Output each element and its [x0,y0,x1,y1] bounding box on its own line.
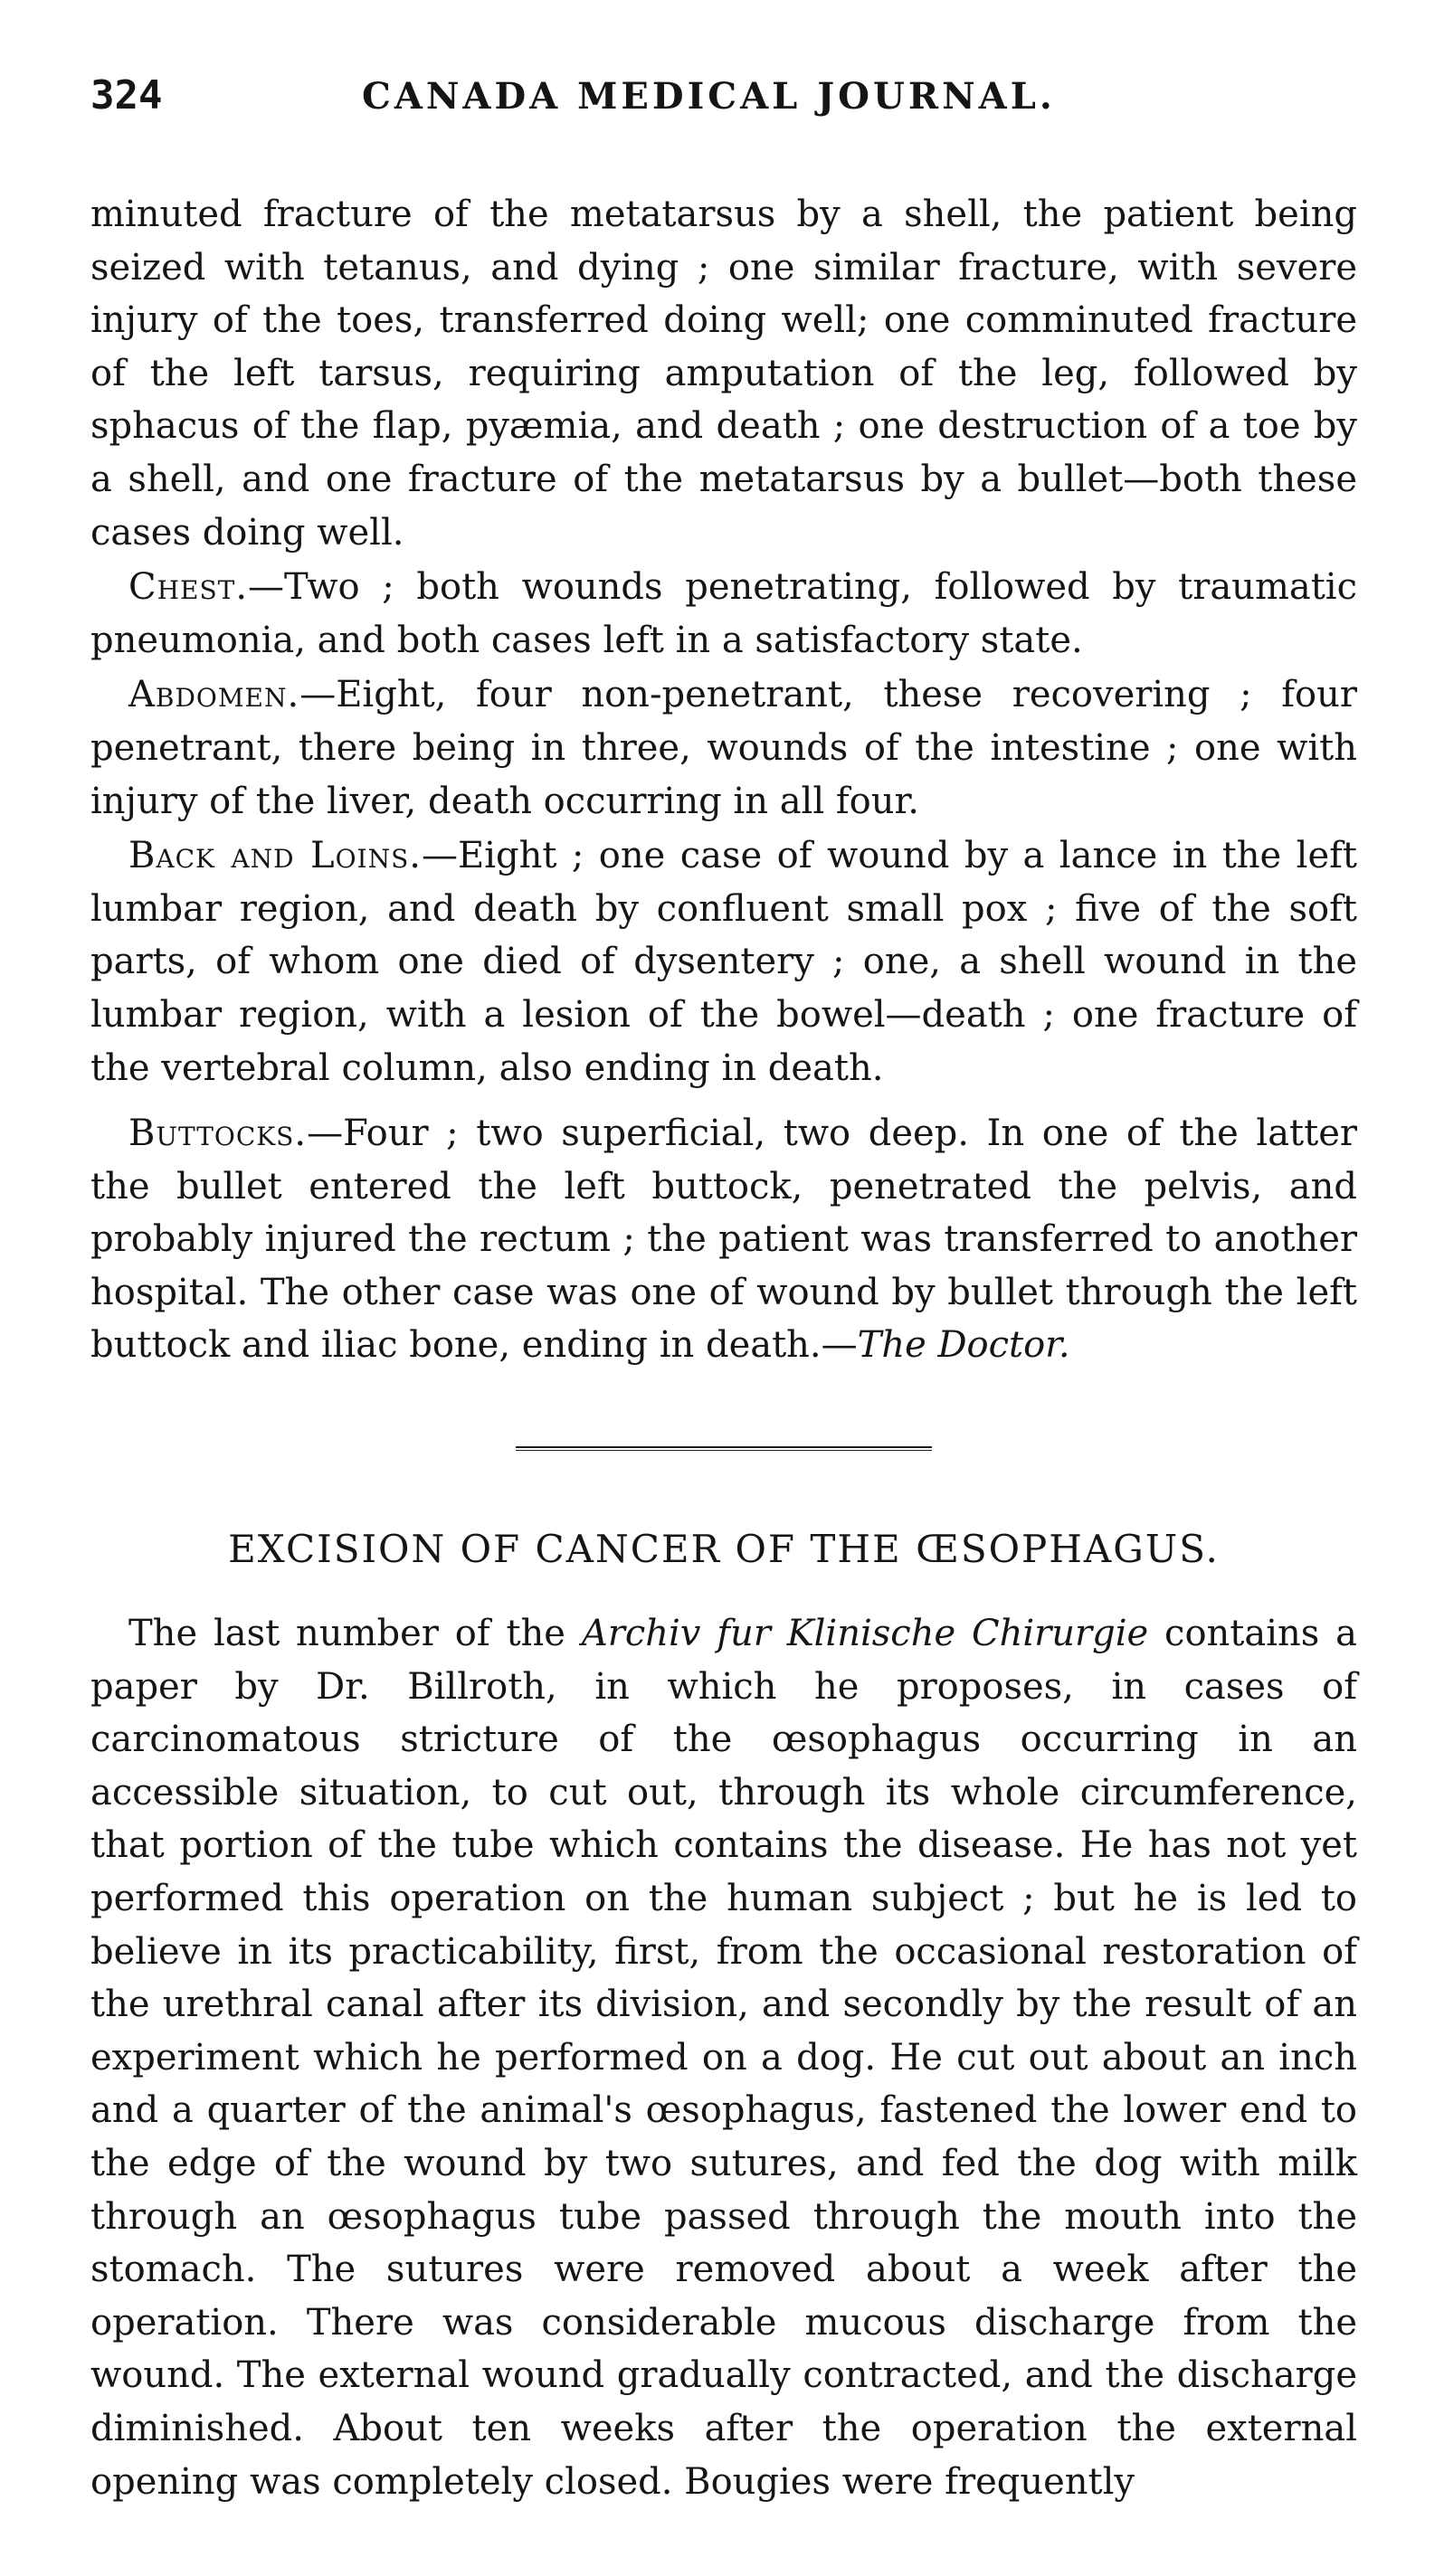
page-number: 324 [90,72,163,118]
journal-page [90,72,1357,2508]
buttocks-label: Buttocks. [128,1113,308,1155]
article-text-body: contains a paper by Dr. Billroth, in which he proposes, in cases of carcinomatous stricture of the œsophagus occurring in an accessible situation, to cut out, through its whole circumference, that portion of the tube which contains the disease. He has not yet performed this operation on the human subject ; but he is led to believe in its practicability, first, from the occasional restoration of the urethral canal after its division, and secondly by the result of an experiment which he performed on a dog. He cut out about an inch and a quarter of the animal's œsophagus, fastened the lower end to the edge of the wound by two sutures, and fed the dog with milk through an œsophagus tube passed through the mouth into the stomach. The sutures were removed about a week after the operation. There was considerable mucous discharge from the wound. The external wound gradually contracted, and the discharge diminished. About ten weeks after the operation the external opening was completely closed. Bougies were frequently [90,1613,1357,2503]
paragraph-abdomen [90,668,1357,828]
abdomen-text: —Eight, four non-penetrant, these recovering ; four penetrant, there being in three, wounds of the intestine ; one with injury of the liver, death occurring in all four. [90,674,1357,822]
abdomen-label: Abdomen. [128,674,300,716]
journal-title: Archiv fur Klinische Chirurgie [581,1613,1149,1655]
paragraph-buttocks [90,1107,1357,1372]
back-label: Back and Loins. [128,835,422,877]
chest-label: Chest. [128,566,249,609]
section-divider [516,1446,932,1451]
page-header [90,72,1357,136]
buttocks-text: —Four ; two superficial, two deep. In one of the latter the bullet entered the left buttock, penetrated the pelvis, and probably injured the rectum ; the patient was transferred to another hospital. The other case was one of wound by bullet through the left buttock and iliac bone, ending in death.— [90,1113,1357,1367]
running-title: CANADA MEDICAL JOURNAL. [362,75,1056,118]
spacer [90,1094,1357,1107]
article-paragraph [90,1607,1357,2508]
back-text: —Eight ; one case of wound by a lance in the left lumbar region, and death by confluent small pox ; five of the soft parts, of whom one died of dysentery ; one, a shell wound in the lumbar region, with a lesion of the bowel—death ; one fracture of the vertebral column, also ending in death. [90,835,1358,1089]
paragraph-back-and-loins [90,829,1357,1094]
source-citation: The Doctor. [857,1324,1070,1367]
chest-text: —Two ; both wounds penetrating, followed by traumatic pneumonia, and both cases left in a satisfactory state. [90,566,1357,661]
article-text-intro: The last number of the [128,1613,582,1655]
article-heading: EXCISION OF CANCER OF THE ŒSOPHAGUS. [228,1527,1220,1572]
paragraph-chest [90,561,1357,667]
paragraph-foot-injuries: minuted fracture of the metatarsus by a shell, the patient being seized with tetanus, and dying ; one similar fracture, with severe injury of the toes, transferred doing well; one comminuted fracture of the left tarsus, requiring amputation of the leg, followed by sphacus of the flap, pyæmia, and death ; one destruction of a toe by a shell, and one fracture of the metatarsus by a bullet—both these cases doing well. [90,194,1357,554]
